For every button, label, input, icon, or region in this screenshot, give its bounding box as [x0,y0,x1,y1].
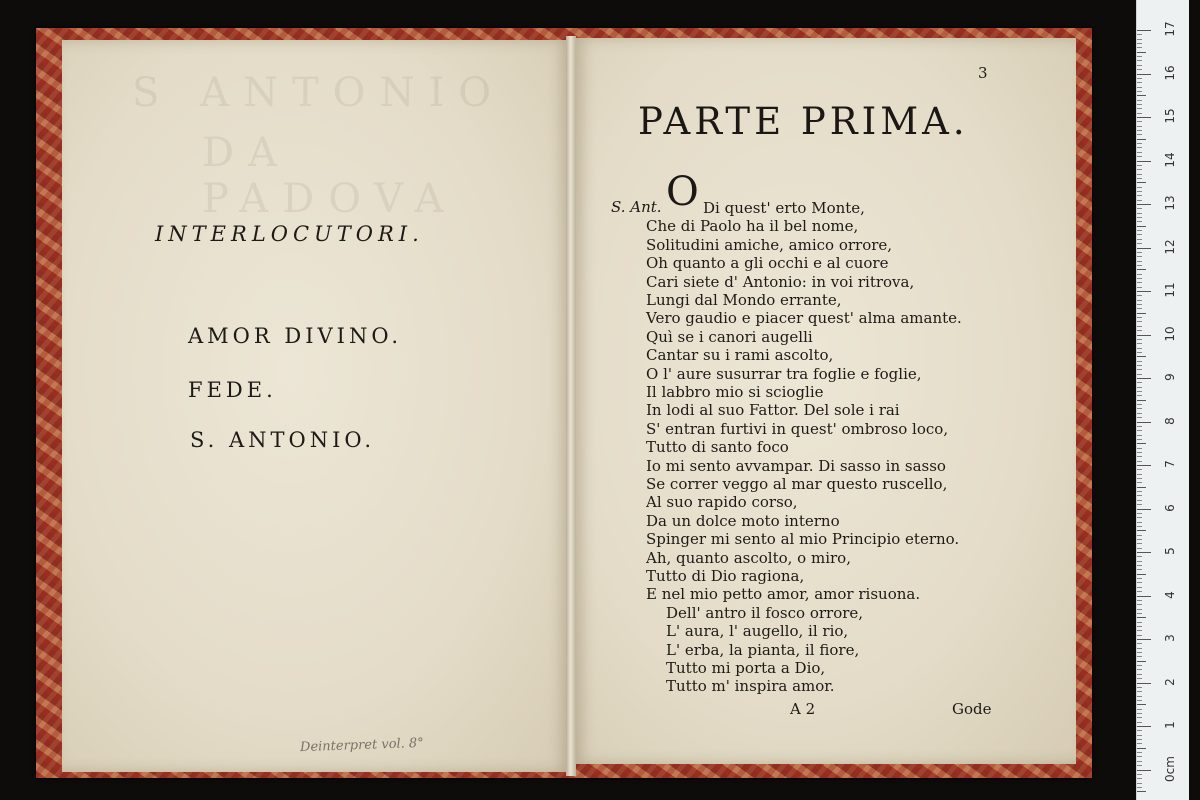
ruler-tick [1137,156,1142,157]
ruler-tick [1137,530,1146,531]
ruler-tick [1137,696,1142,697]
ruler-tick [1137,326,1142,327]
ruler-tick [1137,430,1142,431]
ruler-tick [1137,56,1142,57]
ruler-tick [1137,243,1142,244]
verse-line: Dell' antro il fosco orrore, [666,603,864,622]
ruler-tick [1137,574,1146,575]
ruler-tick [1137,709,1142,710]
verse-line: Se correr veggo al mar questo ruscello, [646,475,948,493]
speaker-label: S. Ant. [611,198,662,216]
ruler-tick [1137,195,1142,196]
ruler-label: 10 [1163,325,1177,342]
ruler-tick [1137,78,1142,79]
verse-line: In lodi al suo Fattor. Del sole i rai [646,401,900,420]
ruler-tick [1137,126,1142,127]
page-number: 3 [978,64,988,82]
ruler-tick [1137,348,1142,349]
ruler-tick [1137,643,1142,644]
ruler-tick [1137,182,1146,183]
ruler-tick [1137,117,1151,118]
ruler-tick [1137,578,1142,579]
ruler-tick [1137,426,1142,427]
verse-line: Solitudini amiche, amico orrore, [646,235,893,254]
verse-line: O l' aure susurrar tra foglie e foglie, [646,364,922,383]
ruler-tick [1137,569,1142,570]
ruler-tick [1137,52,1146,53]
catchword: Gode [952,700,992,718]
drop-cap: O [666,169,699,215]
ruler-tick [1137,265,1142,266]
ruler-tick [1137,522,1142,523]
ruler-tick [1137,365,1142,366]
verse-line: S' entran furtivi in quest' ombroso loco, [646,419,949,438]
ruler-tick [1137,134,1142,135]
ruler-tick [1137,543,1142,544]
ruler-tick [1137,561,1142,562]
verse-line: Quì se i canori augelli [646,327,813,346]
verse-line: Cantar su i rami ascolto, [646,346,834,365]
ruler-tick [1137,439,1142,440]
ruler-tick [1137,147,1142,148]
ruler-tick [1137,356,1146,357]
verse-line: Da un dolce moto interno [646,511,840,530]
verse-line: Al suo rapido corso, [646,493,798,512]
verse-line: Che di Paolo ha il bel nome, [646,217,859,236]
ruler-tick [1137,217,1142,218]
ruler-tick [1137,282,1142,283]
ruler-tick [1137,596,1151,597]
ruler-tick [1137,191,1142,192]
ruler-tick [1137,374,1142,375]
verse-line: Il labbro mio si scioglie [646,383,824,401]
ruler-tick [1137,556,1142,557]
ruler-tick [1137,200,1142,201]
ruler-tick [1137,770,1151,771]
ruler-tick [1137,704,1146,705]
ruler-tick [1137,404,1142,405]
ruler-tick [1137,465,1151,466]
ruler-tick [1137,743,1142,744]
ruler-tick [1137,361,1142,362]
ruler-tick [1137,291,1151,292]
ruler-tick [1137,213,1142,214]
ruler-tick [1137,178,1142,179]
ruler-tick [1137,461,1142,462]
ruler-tick [1137,422,1151,423]
verse-line: Ah, quanto ascolto, o miro, [646,548,851,567]
ruler-tick [1137,174,1142,175]
ruler-tick [1137,39,1142,40]
ruler-tick [1137,456,1142,457]
verse-line: Tutto di santo foco [646,438,789,457]
ruler-tick [1137,304,1142,305]
ruler-tick [1137,308,1142,309]
ruler-tick [1137,783,1142,784]
ruler-label: 13 [1163,195,1177,211]
ruler-tick [1137,239,1142,240]
ruler-tick [1137,482,1142,483]
ruler-tick [1137,604,1142,605]
ruler-tick [1137,339,1142,340]
ruler-label: 15 [1163,108,1177,124]
ruler-tick [1137,400,1146,401]
ruler-tick [1137,74,1151,75]
ruler-tick [1137,665,1142,666]
pencil-note: Deinterpret vol. 8° [299,735,424,756]
ruler-tick [1137,287,1142,288]
ruler-tick [1137,678,1142,679]
ruler-tick [1137,565,1142,566]
ruler-tick [1137,587,1142,588]
ruler-tick [1137,60,1142,61]
ruler-tick [1137,269,1146,270]
ruler-tick [1137,500,1142,501]
ruler-tick [1137,548,1142,549]
ruler-label: 5 [1163,547,1177,555]
ruler-tick [1137,121,1142,122]
ruler-tick [1137,478,1142,479]
ruler-label: 3 [1163,634,1177,642]
ruler-tick [1137,630,1142,631]
ruler-tick [1137,295,1142,296]
ruler-tick [1137,582,1142,583]
ruler-tick [1137,65,1142,66]
ruler-label: 7 [1163,460,1177,468]
ruler-tick [1137,443,1146,444]
ruler-tick [1137,226,1146,227]
ruler-tick [1137,69,1142,70]
ruler-tick [1137,408,1142,409]
ruler-tick [1137,234,1142,235]
ruler-tick [1137,43,1142,44]
show-through-text: S ANTONIO [132,70,506,116]
ruler-tick [1137,756,1142,757]
ruler-tick [1137,787,1142,788]
ruler-label: 8 [1163,416,1177,425]
ruler-tick [1137,739,1142,740]
ruler-tick [1137,652,1142,653]
ruler-tick [1137,108,1142,109]
interlocutori-heading: INTERLOCUTORI. [155,222,424,246]
ruler-tick [1137,491,1142,492]
ruler-tick [1137,165,1142,166]
ruler-tick [1137,343,1142,344]
ruler-label: 12 [1163,238,1177,255]
ruler-tick [1137,391,1142,392]
ruler-tick [1137,552,1151,553]
ruler-tick [1137,82,1142,83]
ruler-tick [1137,509,1151,510]
ruler-label: 17 [1163,21,1177,37]
ruler-tick [1137,761,1142,762]
verse-line: Lungi dal Mondo errante, [646,291,842,309]
ruler-tick [1137,143,1142,144]
ruler-tick [1137,778,1142,779]
ruler-label: 14 [1163,151,1177,168]
ruler-tick [1137,661,1146,662]
ruler-tick [1137,609,1142,610]
ruler-tick [1137,513,1142,514]
verse-line: Io mi sento avvampar. Di sasso in sasso [646,456,946,475]
ruler-tick [1137,730,1142,731]
ruler-tick [1137,387,1142,388]
ruler-tick [1137,683,1151,684]
ruler-tick [1137,691,1142,692]
cast-member: AMOR DIVINO. [188,324,403,348]
verse-line: L' erba, la pianta, il fiore, [666,640,860,659]
ruler-tick [1137,674,1142,675]
ruler-tick [1137,104,1142,105]
ruler-tick [1137,495,1142,496]
ruler-tick [1137,435,1142,436]
ruler-tick [1137,378,1151,379]
ruler-label: 6 [1163,503,1177,512]
cast-member: FEDE. [188,378,277,402]
ruler-tick [1137,208,1142,209]
ruler-tick [1137,300,1142,301]
ruler-tick [1137,130,1142,131]
ruler-tick [1137,469,1142,470]
ruler-tick [1137,169,1142,170]
verse-line: Tutto m' inspira amor. [666,677,835,696]
ruler-tick [1137,752,1142,753]
verse-line: Cari siete d' Antonio: in voi ritrova, [646,272,915,291]
ruler-tick [1137,187,1142,188]
ruler-tick [1137,317,1142,318]
ruler-tick [1137,369,1142,370]
ruler-tick [1137,278,1142,279]
ruler-tick [1137,274,1142,275]
ruler-tick [1137,91,1142,92]
ruler-tick [1137,321,1142,322]
ruler-tick [1137,395,1142,396]
ruler-tick [1137,330,1142,331]
ruler-tick [1137,713,1142,714]
ruler-label: 1 [1163,721,1177,729]
ruler-tick [1137,230,1142,231]
ruler-label: 9 [1163,373,1177,381]
ruler-tick [1137,626,1142,627]
ruler-tick [1137,256,1142,257]
verse-line: Oh quanto a gli occhi e al cuore [646,254,889,273]
ruler-tick [1137,717,1142,718]
part-title: PARTE PRIMA. [638,100,969,143]
ruler-tick [1137,139,1146,140]
ruler-tick [1137,95,1146,96]
ruler-tick [1137,34,1142,35]
show-through-text: DA PADOVA [202,130,458,222]
ruler-tick [1137,313,1146,314]
ruler-tick [1137,748,1146,749]
ruler-tick [1137,487,1146,488]
ruler-tick [1137,152,1142,153]
ruler-tick [1137,639,1151,640]
ruler-tick [1137,47,1142,48]
ruler-tick [1137,591,1142,592]
ruler-tick [1137,791,1146,792]
verse-line: Tutto mi porta a Dio, [666,659,826,677]
measuring-ruler [1136,0,1189,800]
ruler-tick [1137,535,1142,536]
ruler-tick [1137,335,1151,336]
ruler-tick [1137,87,1142,88]
ruler-tick [1137,204,1151,205]
ruler-tick [1137,765,1142,766]
verse-line: E nel mio petto amor, amor risuona. [646,585,921,604]
ruler-tick [1137,100,1142,101]
ruler-tick [1137,504,1142,505]
ruler-tick [1137,700,1142,701]
ruler-tick [1137,113,1142,114]
ruler-label: 11 [1163,282,1177,298]
ruler-tick [1137,656,1142,657]
ruler-tick [1137,352,1142,353]
ruler-tick [1137,687,1142,688]
left-page [62,40,570,772]
ruler-tick [1137,161,1151,162]
verse-line: Vero gaudio e piacer quest' alma amante. [646,309,962,328]
book-gutter [566,36,576,776]
verse-line: Di quest' erto Monte, [703,199,865,217]
verse-line: L' aura, l' augello, il rio, [666,622,849,641]
ruler-tick [1137,613,1142,614]
ruler-label: 4 [1163,590,1177,599]
ruler-tick [1137,417,1142,418]
signature-mark: A 2 [790,700,816,718]
ruler-tick [1137,774,1142,775]
ruler-tick [1137,526,1142,527]
ruler-tick [1137,600,1142,601]
ruler-tick [1137,382,1142,383]
ruler-tick [1137,448,1142,449]
ruler-tick [1137,413,1142,414]
ruler-tick [1137,735,1142,736]
ruler-tick [1137,648,1142,649]
ruler-tick [1137,261,1142,262]
ruler-tick [1137,635,1142,636]
ruler-label: 0cm [1163,755,1177,782]
ruler-tick [1137,539,1142,540]
ruler-tick [1137,722,1142,723]
ruler-tick [1137,617,1146,618]
ruler-tick [1137,221,1142,222]
ruler-tick [1137,726,1151,727]
ruler-tick [1137,622,1142,623]
ruler-tick [1137,474,1142,475]
ruler-label: 2 [1163,677,1177,686]
ruler-tick [1137,248,1151,249]
cast-member: S. ANTONIO. [190,428,376,452]
ruler-tick [1137,517,1142,518]
verse-line: Spinger mi sento al mio Principio eterno. [646,530,960,549]
verse-line: Tutto di Dio ragiona, [646,567,805,585]
ruler-tick [1137,30,1151,31]
ruler-label: 16 [1163,64,1177,81]
ruler-tick [1137,252,1142,253]
ruler-tick [1137,669,1142,670]
ruler-tick [1137,452,1142,453]
